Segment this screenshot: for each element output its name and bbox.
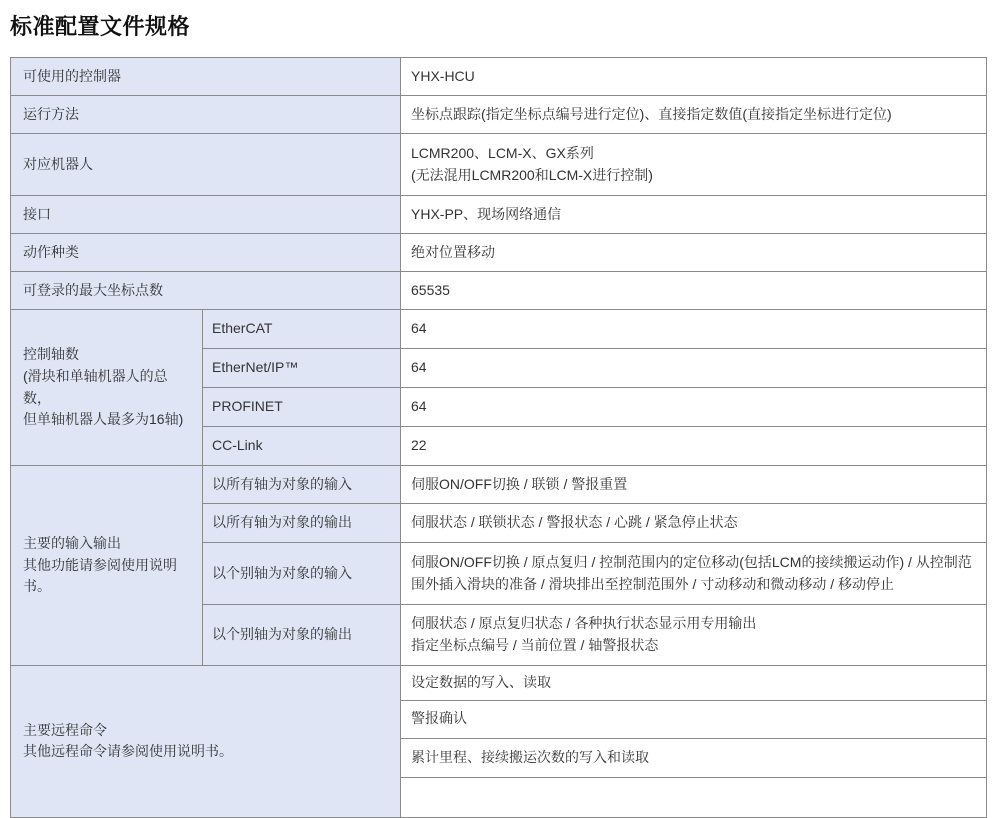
subrow-label-individual-axes-input: 以个别轴为对象的输入 bbox=[203, 543, 401, 605]
subrow-value-remote-clipped bbox=[401, 777, 987, 817]
row-value-operation-method: 坐标点跟踪(指定坐标点编号进行定位)、直接指定数值(直接指定坐标进行定位) bbox=[401, 96, 987, 134]
subrow-value-cclink: 22 bbox=[401, 427, 987, 466]
individual-output-line2: 指定坐标点编号 / 当前位置 / 轴警报状态 bbox=[411, 637, 659, 653]
remote-commands-label-line1: 主要远程命令 bbox=[23, 721, 107, 738]
subrow-value-remote-write-read: 设定数据的写入、读取 bbox=[401, 666, 987, 701]
row-label-robots: 对应机器人 bbox=[11, 134, 401, 196]
table-row-io-all-input bbox=[11, 466, 987, 504]
main-io-label-line1: 主要的输入输出 bbox=[23, 534, 121, 551]
table-row-robots bbox=[11, 134, 987, 196]
subrow-value-individual-axes-output bbox=[401, 605, 987, 666]
subrow-label-cclink: CC-Link bbox=[203, 427, 401, 466]
page-title: 标准配置文件规格 bbox=[10, 14, 191, 39]
individual-output-line1: 伺服状态 / 原点复归状态 / 各种执行状态显示用专用输出 bbox=[411, 615, 757, 632]
row-value-controller: YHX-HCU bbox=[401, 58, 987, 96]
table-row-controller bbox=[11, 58, 987, 96]
table-row-motion-type bbox=[11, 234, 987, 272]
row-value-max-points: 65535 bbox=[401, 272, 987, 310]
row-value-robots bbox=[401, 134, 987, 196]
subrow-value-ethercat: 64 bbox=[401, 310, 987, 349]
row-label-max-points: 可登录的最大坐标点数 bbox=[11, 272, 401, 310]
subrow-label-profinet: PROFINET bbox=[203, 388, 401, 427]
subrow-label-ethernetip: EtherNet/IP™ bbox=[203, 349, 401, 388]
spec-table bbox=[10, 57, 987, 818]
main-io-label-line2: 其他功能请参阅使用说明书。 bbox=[23, 556, 177, 595]
section-label-control-axes bbox=[11, 310, 203, 466]
control-axes-label-line2: (滑块和单轴机器人的总数， bbox=[23, 367, 168, 406]
subrow-label-all-axes-input: 以所有轴为对象的输入 bbox=[203, 466, 401, 504]
subrow-value-all-axes-input: 伺服ON/OFF切换 / 联锁 / 警报重置 bbox=[401, 466, 987, 504]
subrow-value-remote-alarm-ack: 警报确认 bbox=[401, 700, 987, 738]
subrow-value-ethernetip: 64 bbox=[401, 349, 987, 388]
subrow-label-ethercat: EtherCAT bbox=[203, 310, 401, 349]
subrow-value-all-axes-output: 伺服状态 / 联锁状态 / 警报状态 / 心跳 / 紧急停止状态 bbox=[401, 504, 987, 543]
row-label-operation-method: 运行方法 bbox=[11, 96, 401, 134]
subrow-label-individual-axes-output: 以个别轴为对象的输出 bbox=[203, 605, 401, 666]
control-axes-label-line1: 控制轴数 bbox=[23, 346, 79, 363]
table-row-axes-ethercat bbox=[11, 310, 987, 349]
subrow-value-profinet: 64 bbox=[401, 388, 987, 427]
row-value-motion-type: 绝对位置移动 bbox=[401, 234, 987, 272]
remote-commands-label-line2: 其他远程命令请参阅使用说明书。 bbox=[23, 743, 233, 760]
table-row-operation-method bbox=[11, 96, 987, 134]
subrow-value-individual-axes-input: 伺服ON/OFF切换 / 原点复归 / 控制范围内的定位移动(包括LCM的接续搬运动作) / 从控制范围外插入滑块的准备 / 滑块排出至控制范围外 / 寸动移动和微动移动 / 移动停止 bbox=[401, 543, 987, 605]
row-value-robots-line2: (无法混用LCMR200和LCM-X进行控制) bbox=[411, 166, 653, 183]
row-value-interface: YHX-PP、现场网络通信 bbox=[401, 196, 987, 234]
table-row-max-points bbox=[11, 272, 987, 310]
section-label-main-io bbox=[11, 466, 203, 666]
row-label-interface: 接口 bbox=[11, 196, 401, 234]
control-axes-label-line3: 但单轴机器人最多为16轴) bbox=[23, 411, 184, 428]
row-value-robots-line1: LCMR200、LCM-X、GX系列 bbox=[411, 144, 594, 161]
table-row-remote-write-read bbox=[11, 666, 987, 701]
subrow-value-remote-mileage: 累计里程、接续搬运次数的写入和读取 bbox=[401, 738, 987, 777]
row-label-controller: 可使用的控制器 bbox=[11, 58, 401, 96]
row-label-motion-type: 动作种类 bbox=[11, 234, 401, 272]
table-row-interface bbox=[11, 196, 987, 234]
subrow-label-all-axes-output: 以所有轴为对象的输出 bbox=[203, 504, 401, 543]
section-label-remote-commands bbox=[11, 666, 401, 818]
